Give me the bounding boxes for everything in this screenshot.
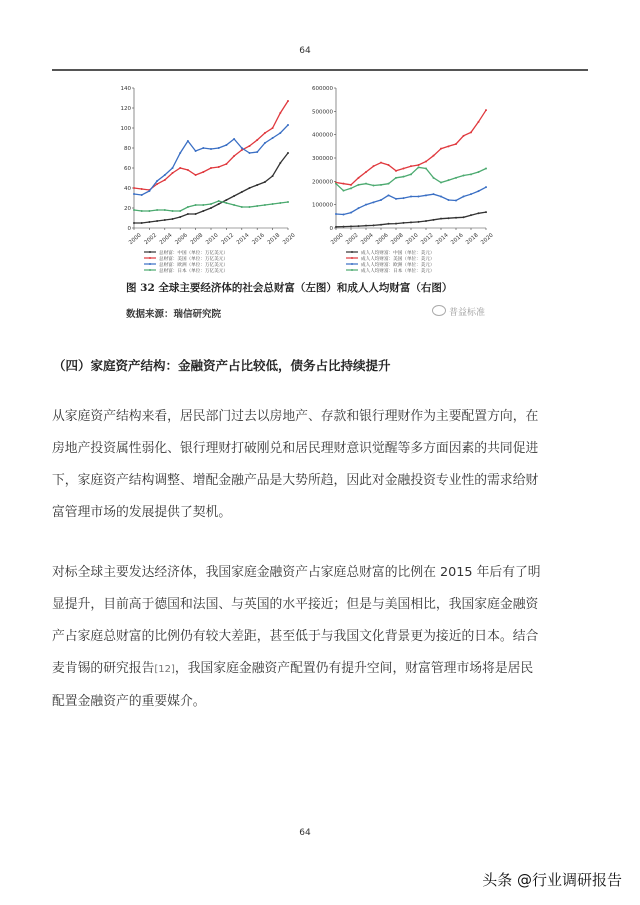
- data-point: [195, 204, 197, 206]
- data-point: [373, 165, 375, 167]
- data-point: [448, 179, 450, 181]
- data-point: [425, 220, 427, 222]
- data-point: [287, 201, 289, 203]
- x-tick-label: 2014: [435, 232, 450, 247]
- y-tick-label: 20: [124, 206, 131, 212]
- data-point: [335, 213, 337, 215]
- data-point: [463, 135, 465, 137]
- x-tick-label: 2014: [235, 232, 251, 247]
- data-point: [388, 194, 390, 196]
- section-heading: （四）家庭资产结构：金融资产占比较低，债务占比持续提升: [53, 358, 391, 373]
- data-point: [279, 112, 281, 114]
- data-point: [164, 174, 166, 176]
- y-tick-label: 200000: [312, 179, 333, 186]
- chart-series-lines: [335, 109, 487, 228]
- data-point: [395, 170, 397, 172]
- platform-watermark: 头条 @行业调研报告: [482, 871, 622, 889]
- page-number-top: 64: [299, 46, 311, 56]
- data-point: [463, 196, 465, 198]
- y-tick-label: 120: [120, 106, 131, 112]
- data-point: [470, 173, 472, 175]
- data-point: [233, 195, 235, 197]
- data-point: [187, 169, 189, 171]
- data-point: [373, 201, 375, 203]
- data-point: [440, 196, 442, 198]
- data-point: [179, 216, 181, 218]
- x-tick-label: 2002: [143, 232, 159, 247]
- data-point: [218, 203, 220, 205]
- data-point: [218, 166, 220, 168]
- x-tick-label: 2000: [330, 232, 345, 247]
- data-point: [279, 132, 281, 134]
- data-point: [179, 167, 181, 169]
- data-point: [478, 190, 480, 192]
- data-point: [272, 127, 274, 129]
- data-point: [485, 109, 487, 111]
- legend-label: 成人人均财富：日本（单位：美元）: [361, 268, 435, 274]
- data-point: [425, 194, 427, 196]
- data-point: [433, 219, 435, 221]
- data-point: [225, 199, 227, 201]
- x-tick-label: 2016: [251, 232, 266, 247]
- watermark-text: 普益标准: [449, 308, 486, 318]
- page-number-bottom: 64: [299, 828, 311, 838]
- data-point: [410, 173, 412, 175]
- data-point: [264, 181, 266, 183]
- data-point: [218, 200, 220, 202]
- data-point: [210, 207, 212, 209]
- paragraph-line: 富管理市场的发展提供了契机。: [52, 505, 232, 520]
- x-tick-label: 2008: [189, 232, 205, 247]
- legend-marker: [351, 257, 353, 259]
- data-point: [418, 164, 420, 166]
- line-text: ，我国家庭金融资产配置仍有提升空间，财富管理市场将是居民: [174, 661, 534, 676]
- paragraph-2: [52, 557, 592, 718]
- y-tick-label: 600000: [312, 86, 333, 92]
- data-point: [156, 220, 158, 222]
- data-point: [279, 162, 281, 164]
- data-point: [343, 183, 345, 185]
- data-point: [425, 161, 427, 163]
- series-line: [134, 101, 288, 190]
- data-point: [343, 190, 345, 192]
- data-point: [256, 205, 258, 207]
- data-point: [141, 188, 143, 190]
- data-point: [256, 184, 258, 186]
- data-point: [187, 213, 189, 215]
- paragraph-line: 从家庭资产结构来看，居民部门过去以房地产、存款和银行理财作为主要配置方向，在: [52, 409, 539, 424]
- x-tick-label: 2010: [405, 232, 420, 247]
- data-point: [272, 203, 274, 205]
- data-point: [241, 191, 243, 193]
- legend-marker: [351, 269, 353, 271]
- data-point: [156, 180, 158, 182]
- legend-label: 成人人均财富：中国（单位：美元）: [361, 250, 435, 256]
- data-point: [241, 206, 243, 208]
- x-tick-label: 2012: [420, 232, 435, 247]
- legend-label: 总财富：日本（单位：万亿美元）: [159, 268, 228, 274]
- legend-marker: [351, 263, 353, 265]
- data-point: [202, 210, 204, 212]
- data-point: [249, 187, 251, 189]
- data-point: [373, 185, 375, 187]
- data-point: [148, 221, 150, 223]
- paragraph-line: 下，家庭资产结构调整、增配金融产品是大势所趋，因此对金融投资专业性的需求给财: [52, 473, 539, 488]
- data-point: [410, 196, 412, 198]
- data-point: [141, 222, 143, 224]
- data-point: [172, 218, 174, 220]
- header-divider: [52, 69, 588, 71]
- paragraph-line: 对标全球主要发达经济体，我国家庭金融资产占家庭总财富的比例在 2015 年后有了明: [52, 565, 541, 580]
- data-point: [172, 167, 174, 169]
- data-point: [455, 177, 457, 179]
- legend-label: 总财富：美国（单位：万亿美元）: [159, 256, 228, 262]
- data-point: [210, 148, 212, 150]
- data-point: [365, 204, 367, 206]
- data-point: [264, 142, 266, 144]
- data-point: [380, 199, 382, 201]
- x-tick-label: 2006: [375, 232, 390, 247]
- x-tick-label: 2004: [158, 232, 174, 247]
- data-point: [133, 222, 135, 224]
- data-point: [233, 204, 235, 206]
- series-line: [336, 187, 486, 214]
- data-point: [133, 193, 135, 195]
- series-line: [336, 167, 486, 190]
- data-point: [485, 211, 487, 213]
- paragraph-line: [52, 653, 592, 686]
- data-point: [403, 176, 405, 178]
- data-point: [218, 147, 220, 149]
- y-tick-label: 40: [124, 186, 131, 192]
- chart-legend: [144, 249, 228, 274]
- data-point: [478, 171, 480, 173]
- data-point: [225, 144, 227, 146]
- data-point: [388, 183, 390, 185]
- x-tick-label: 2020: [480, 232, 495, 247]
- x-tick-label: 2010: [205, 232, 220, 247]
- data-point: [225, 202, 227, 204]
- data-point: [463, 216, 465, 218]
- data-point: [133, 187, 135, 189]
- data-point: [410, 165, 412, 167]
- legend-marker: [149, 251, 151, 253]
- data-point: [202, 171, 204, 173]
- data-point: [249, 206, 251, 208]
- data-point: [272, 137, 274, 139]
- watermark: [432, 305, 485, 318]
- data-point: [455, 199, 457, 201]
- data-point: [241, 149, 243, 151]
- data-point: [470, 131, 472, 133]
- data-point: [440, 148, 442, 150]
- data-point: [287, 100, 289, 102]
- legend-label: 成人人均财富：欧洲（单位：美元）: [361, 262, 435, 268]
- data-point: [335, 226, 337, 228]
- data-point: [373, 224, 375, 226]
- x-tick-label: 2012: [220, 232, 236, 247]
- chart-series-lines: [133, 100, 289, 224]
- data-point: [179, 152, 181, 154]
- data-point: [358, 207, 360, 209]
- y-tick-label: 0: [329, 226, 333, 232]
- data-point: [380, 162, 382, 164]
- data-point: [388, 164, 390, 166]
- paragraph-line: 产占家庭总财富的比例仍有较大差距，甚至低于与我国文化背景更为接近的日本。结合: [52, 629, 539, 644]
- data-point: [350, 212, 352, 214]
- data-point: [156, 209, 158, 211]
- data-point: [156, 183, 158, 185]
- chart-legend: [346, 249, 435, 274]
- data-point: [485, 186, 487, 188]
- y-tick-label: 0: [127, 226, 131, 232]
- figure-caption: 图 32 全球主要经济体的社会总财富（左图）和成人人均财富（右图）: [126, 282, 453, 294]
- data-point: [148, 190, 150, 192]
- data-point: [418, 166, 420, 168]
- y-tick-label: 140: [120, 86, 131, 92]
- data-point: [395, 177, 397, 179]
- data-point: [433, 155, 435, 157]
- data-point: [478, 212, 480, 214]
- data-point: [418, 196, 420, 198]
- data-point: [287, 124, 289, 126]
- data-point: [195, 150, 197, 152]
- x-tick-label: 2018: [266, 232, 282, 247]
- data-point: [395, 223, 397, 225]
- data-point: [478, 121, 480, 123]
- data-point: [440, 182, 442, 184]
- data-point: [195, 213, 197, 215]
- paragraph-1: [52, 401, 592, 529]
- data-point: [463, 175, 465, 177]
- data-point: [343, 213, 345, 215]
- legend-marker: [351, 251, 353, 253]
- figure-source: 数据来源：瑞信研究院: [126, 309, 222, 320]
- total-wealth-chart: [112, 80, 297, 274]
- data-point: [202, 204, 204, 206]
- data-point: [133, 209, 135, 211]
- paragraph-line: 显提升，目前高于德国和法国、与英国的水平接近；但是与美国相比，我国家庭金融资: [52, 597, 539, 612]
- per-adult-wealth-chart: [300, 80, 495, 274]
- data-point: [403, 222, 405, 224]
- legend-label: 总财富：欧洲（单位：万亿美元）: [159, 262, 228, 268]
- data-point: [249, 152, 251, 154]
- data-point: [358, 177, 360, 179]
- data-point: [365, 183, 367, 185]
- legend-label: 成人人均财富：美国（单位：美元）: [361, 256, 435, 262]
- y-tick-label: 400000: [312, 132, 333, 139]
- x-tick-label: 2020: [282, 232, 297, 247]
- data-point: [365, 225, 367, 227]
- data-point: [210, 167, 212, 169]
- data-point: [233, 155, 235, 157]
- data-point: [358, 184, 360, 186]
- data-point: [256, 139, 258, 141]
- data-point: [164, 209, 166, 211]
- data-point: [210, 203, 212, 205]
- data-point: [403, 168, 405, 170]
- data-point: [195, 174, 197, 176]
- y-tick-label: 60: [124, 166, 131, 172]
- data-point: [164, 219, 166, 221]
- y-tick-label: 80: [124, 146, 131, 152]
- data-point: [264, 132, 266, 134]
- x-tick-label: 2004: [360, 232, 375, 247]
- series-line: [336, 212, 486, 227]
- x-tick-label: 2002: [345, 232, 360, 247]
- data-point: [433, 193, 435, 195]
- data-point: [141, 194, 143, 196]
- data-point: [225, 163, 227, 165]
- data-point: [187, 206, 189, 208]
- data-point: [365, 171, 367, 173]
- y-tick-label: 500000: [312, 109, 333, 116]
- data-point: [395, 198, 397, 200]
- paragraph-line: 房地产投资属性弱化、银行理财打破刚兑和居民理财意识觉醒等多方面因素的共同促进: [52, 441, 539, 456]
- data-point: [272, 175, 274, 177]
- y-tick-label: 100: [120, 126, 131, 132]
- data-point: [233, 138, 235, 140]
- paragraph-line: 配置金融资产的重要媒介。: [52, 694, 206, 709]
- data-point: [380, 184, 382, 186]
- data-point: [403, 197, 405, 199]
- y-tick-label: 100000: [312, 202, 333, 209]
- data-point: [350, 225, 352, 227]
- data-point: [249, 145, 251, 147]
- citation-reference[interactable]: [12]: [154, 664, 175, 675]
- legend-marker: [149, 257, 151, 259]
- data-point: [358, 225, 360, 227]
- data-point: [455, 143, 457, 145]
- data-point: [350, 184, 352, 186]
- series-line: [134, 153, 288, 223]
- data-point: [410, 221, 412, 223]
- x-tick-label: 2018: [465, 232, 480, 247]
- data-point: [425, 168, 427, 170]
- line-text: 麦肯锡的研究报告: [52, 661, 155, 676]
- data-point: [279, 202, 281, 204]
- data-point: [187, 140, 189, 142]
- x-tick-label: 2000: [128, 232, 143, 247]
- data-point: [148, 210, 150, 212]
- data-point: [350, 187, 352, 189]
- data-point: [455, 217, 457, 219]
- legend-marker: [149, 269, 151, 271]
- data-point: [380, 224, 382, 226]
- legend-label: 总财富：中国（单位：万亿美元）: [159, 250, 228, 256]
- data-point: [448, 217, 450, 219]
- data-point: [202, 147, 204, 149]
- data-point: [287, 152, 289, 154]
- data-point: [470, 214, 472, 216]
- legend-marker: [149, 263, 151, 265]
- x-tick-label: 2006: [174, 232, 189, 247]
- data-point: [433, 177, 435, 179]
- data-point: [335, 183, 337, 185]
- data-point: [418, 221, 420, 223]
- data-point: [388, 223, 390, 225]
- x-tick-label: 2016: [450, 232, 465, 247]
- data-point: [448, 199, 450, 201]
- data-point: [485, 168, 487, 170]
- data-point: [470, 193, 472, 195]
- data-point: [141, 210, 143, 212]
- data-point: [172, 172, 174, 174]
- data-point: [172, 210, 174, 212]
- data-point: [256, 151, 258, 153]
- data-point: [440, 218, 442, 220]
- watermark-icon: [432, 305, 446, 316]
- data-point: [241, 147, 243, 149]
- data-point: [448, 145, 450, 147]
- data-point: [179, 210, 181, 212]
- y-tick-label: 300000: [312, 156, 333, 162]
- data-point: [164, 179, 166, 181]
- data-point: [343, 226, 345, 228]
- x-tick-label: 2008: [390, 232, 405, 247]
- data-point: [264, 204, 266, 206]
